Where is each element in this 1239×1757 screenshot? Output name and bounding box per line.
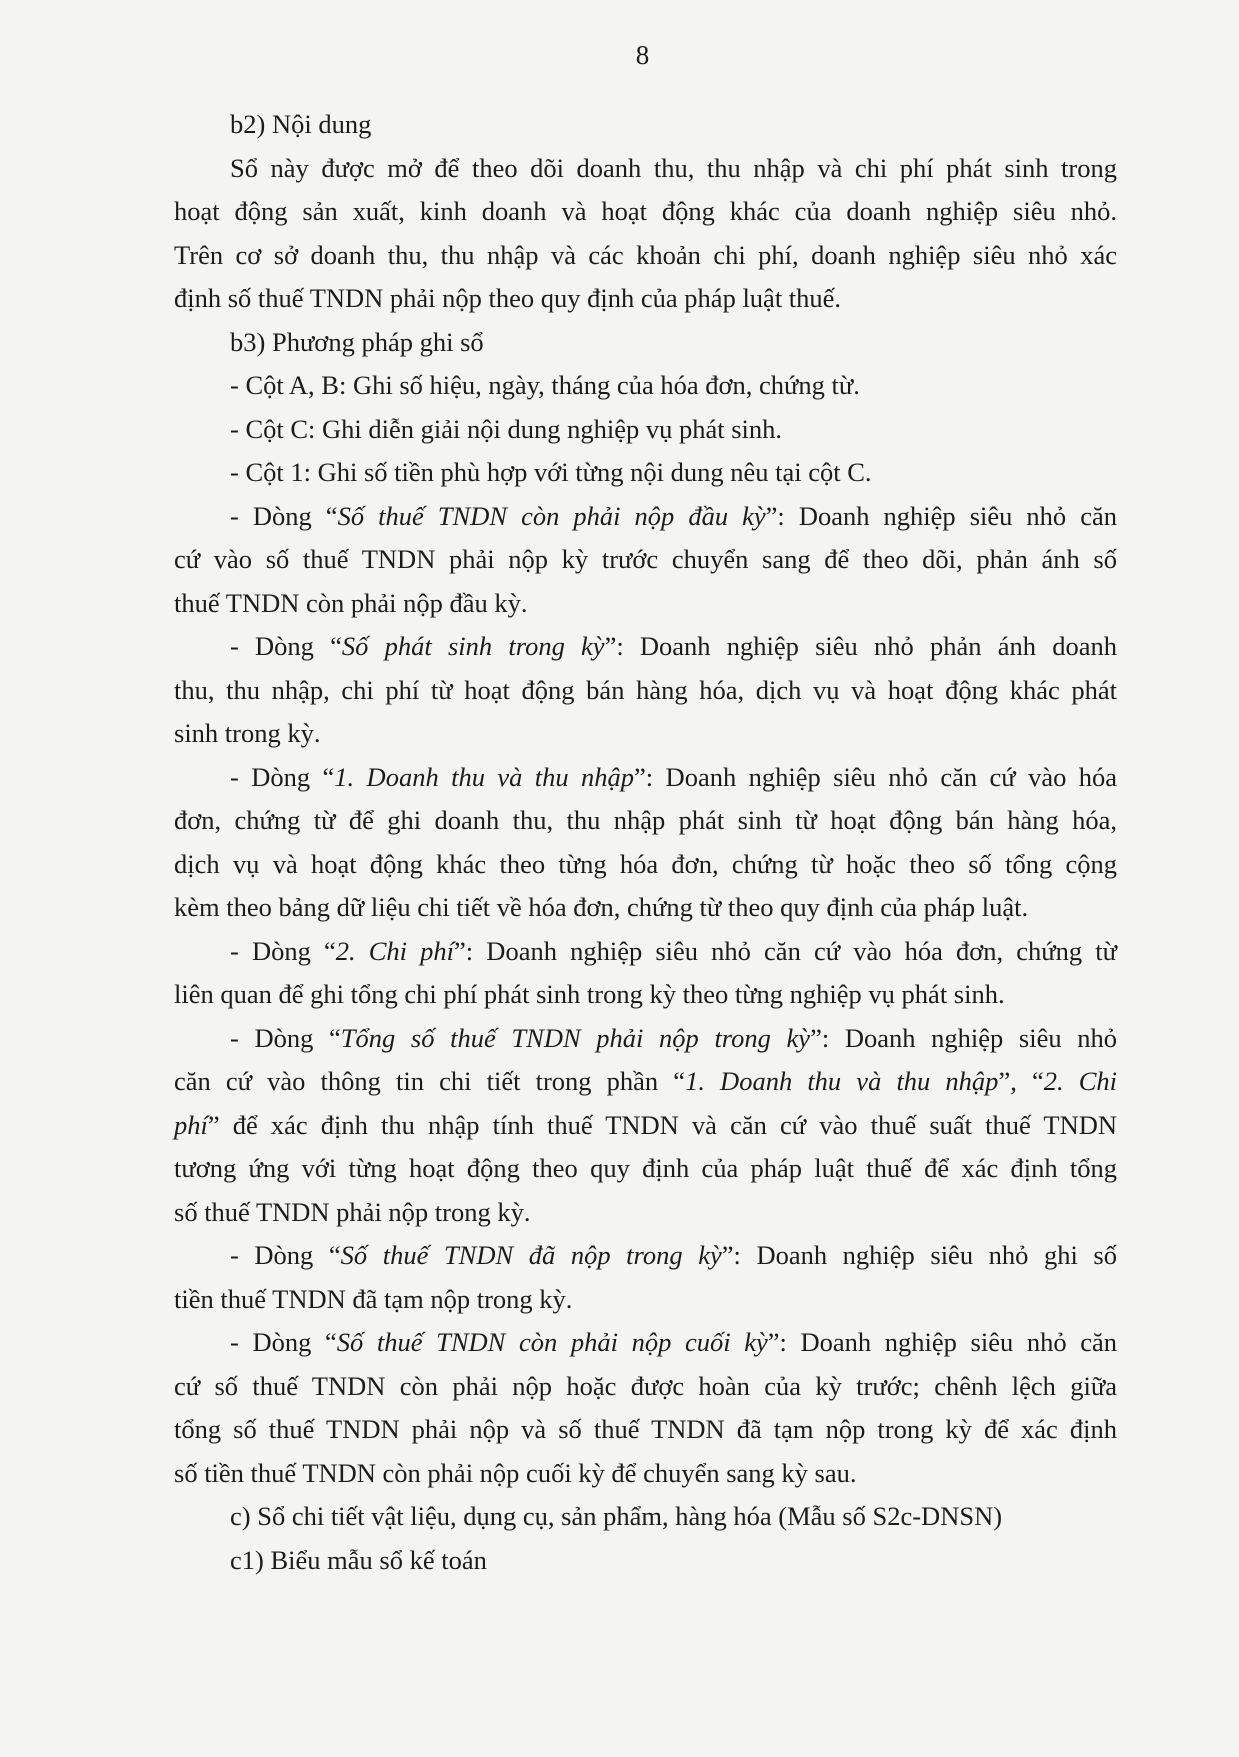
row-lead: - Dòng “ bbox=[230, 1022, 341, 1053]
text-line: Trên cơ sở doanh thu, thu nhập và các khoản chi phí, doanh nghiệp siêu nhỏ xác bbox=[174, 239, 1117, 270]
row-term: 2. Chi bbox=[1043, 1066, 1118, 1096]
item-row-total-tax bbox=[174, 1017, 1118, 1235]
section-heading-b2 bbox=[230, 103, 1117, 147]
row-lead: - Dòng “ bbox=[230, 761, 335, 792]
text-line: số thuế TNDN phải nộp trong kỳ. bbox=[174, 1196, 531, 1227]
text-line: thu, thu nhập, chi phí từ hoạt động bán hàng hóa, dịch vụ và hoạt động khác phát bbox=[174, 674, 1117, 705]
text-line: - Cột 1: Ghi số tiền phù hợp với từng nội dung nêu tại cột C. bbox=[230, 457, 872, 487]
text-line: đơn, chứng từ để ghi doanh thu, thu nhập phát sinh từ hoạt động bán hàng hóa, bbox=[174, 805, 1117, 835]
page-number: 8 bbox=[635, 40, 650, 70]
row-text: ”, “ bbox=[998, 1066, 1044, 1096]
text-line: sinh trong kỳ. bbox=[174, 718, 321, 748]
section-heading-b3 bbox=[230, 321, 1117, 365]
row-lead: - Dòng “ bbox=[230, 500, 338, 531]
text-line: c1) Biểu mẫu sổ kế toán bbox=[230, 1544, 487, 1575]
row-lead: - Dòng “ bbox=[230, 935, 336, 966]
text-line: - Cột C: Ghi diễn giải nội dung nghiệp vụ phát sinh. bbox=[230, 413, 783, 444]
text-line bbox=[230, 1234, 1117, 1278]
text-line bbox=[230, 930, 1117, 974]
section-heading-c bbox=[230, 1495, 1117, 1539]
item-column-c bbox=[230, 408, 1117, 452]
text-line: dịch vụ và hoạt động khác theo từng hóa đơn, chứng từ hoặc theo số tổng cộng bbox=[174, 848, 1117, 879]
text-line: tương ứng với từng hoạt động theo quy định của pháp luật thuế để xác định tổng bbox=[174, 1153, 1117, 1183]
text-line: thuế TNDN còn phải nộp đầu kỳ. bbox=[174, 587, 528, 618]
item-row-incurred bbox=[174, 625, 1117, 756]
text-line: hoạt động sản xuất, kinh doanh và hoạt động khác của doanh nghiệp siêu nhỏ. bbox=[174, 196, 1117, 226]
row-term: Số thuế TNDN đã nộp trong kỳ bbox=[340, 1240, 722, 1270]
item-row-opening-balance bbox=[174, 495, 1117, 626]
item-row-revenue bbox=[174, 756, 1117, 930]
text-line bbox=[174, 1060, 1117, 1104]
text-line: liên quan để ghi tổng chi phí phát sinh trong kỳ theo từng nghiệp vụ phát sinh. bbox=[174, 979, 1005, 1009]
text-line: c) Sổ chi tiết vật liệu, dụng cụ, sản phẩm, hàng hóa (Mẫu số S2c-DNSN) bbox=[230, 1501, 1003, 1531]
text-line: - Cột A, B: Ghi số hiệu, ngày, tháng của hóa đơn, chứng từ. bbox=[230, 370, 860, 400]
text-line: cứ vào số thuế TNDN phải nộp kỳ trước chuyển sang để theo dõi, phản ánh số bbox=[174, 544, 1117, 574]
row-term: Số thuế TNDN còn phải nộp cuối kỳ bbox=[336, 1327, 768, 1357]
text-line bbox=[174, 1104, 1117, 1148]
document-body bbox=[174, 103, 1118, 1582]
row-lead: - Dòng “ bbox=[230, 1327, 337, 1357]
row-term: 1. Doanh thu và thu nhập bbox=[334, 761, 635, 792]
row-term: 2. Chi phí bbox=[335, 935, 455, 966]
row-term: phí bbox=[174, 1109, 208, 1140]
text-line: Sổ này được mở để theo dõi doanh thu, thu nhập và chi phí phát sinh trong bbox=[230, 152, 1117, 183]
text-line: tổng số thuế TNDN phải nộp và số thuế TNDN đã tạm nộp trong kỳ để xác định bbox=[174, 1414, 1117, 1444]
row-rest: ”: Doanh nghiệp siêu nhỏ căn bbox=[767, 1327, 1117, 1357]
row-rest: ”: Doanh nghiệp siêu nhỏ căn cứ vào hóa đơn, chứng từ bbox=[454, 935, 1117, 966]
text-line: kèm theo bảng dữ liệu chi tiết về hóa đơn, chứng từ theo quy định của pháp luật. bbox=[174, 892, 1029, 922]
row-rest: ”: Doanh nghiệp siêu nhỏ căn cứ vào hóa bbox=[634, 761, 1117, 792]
row-lead: - Dòng “ bbox=[230, 631, 342, 661]
row-term: Số thuế TNDN còn phải nộp đầu kỳ bbox=[337, 500, 766, 531]
text-line bbox=[230, 1321, 1117, 1365]
text-line bbox=[230, 756, 1117, 800]
row-text: ” để xác định thu nhập tính thuế TNDN và căn cứ vào thuế suất thuế TNDN bbox=[207, 1109, 1117, 1140]
row-rest: ”: Doanh nghiệp siêu nhỏ ghi số bbox=[721, 1240, 1117, 1270]
text-line: định số thuế TNDN phải nộp theo quy định của pháp luật thuế. bbox=[174, 283, 842, 313]
row-lead: - Dòng “ bbox=[230, 1240, 341, 1270]
text-line: cứ số thuế TNDN còn phải nộp hoặc được hoàn của kỳ trước; chênh lệch giữa bbox=[174, 1370, 1117, 1401]
item-row-closing-balance bbox=[174, 1321, 1117, 1495]
text-line: tiền thuế TNDN đã tạm nộp trong kỳ. bbox=[174, 1283, 573, 1314]
row-term: 1. Doanh thu và thu nhập bbox=[685, 1066, 999, 1096]
text-line: b3) Phương pháp ghi sổ bbox=[230, 326, 484, 357]
row-rest: ”: Doanh nghiệp siêu nhỏ bbox=[810, 1022, 1117, 1053]
row-term: Số phát sinh trong kỳ bbox=[341, 631, 605, 661]
section-heading-c1 bbox=[230, 1539, 1117, 1583]
text-line bbox=[230, 1017, 1117, 1061]
row-term: Tổng số thuế TNDN phải nộp trong kỳ bbox=[340, 1022, 811, 1053]
row-rest: ”: Doanh nghiệp siêu nhỏ căn bbox=[765, 500, 1117, 531]
text-line: số tiền thuế TNDN còn phải nộp cuối kỳ để chuyển sang kỳ sau. bbox=[174, 1457, 857, 1488]
item-column-1 bbox=[230, 451, 1117, 495]
row-rest: ”: Doanh nghiệp siêu nhỏ phản ánh doanh bbox=[604, 631, 1117, 661]
item-column-ab bbox=[230, 364, 1117, 408]
paragraph-b2-content bbox=[174, 147, 1117, 321]
text-line: b2) Nội dung bbox=[230, 109, 372, 139]
row-text: căn cứ vào thông tin chi tiết trong phần “ bbox=[174, 1066, 686, 1096]
text-line bbox=[230, 625, 1117, 669]
item-row-paid bbox=[174, 1234, 1117, 1321]
text-line bbox=[230, 495, 1117, 539]
item-row-cost bbox=[174, 930, 1117, 1017]
